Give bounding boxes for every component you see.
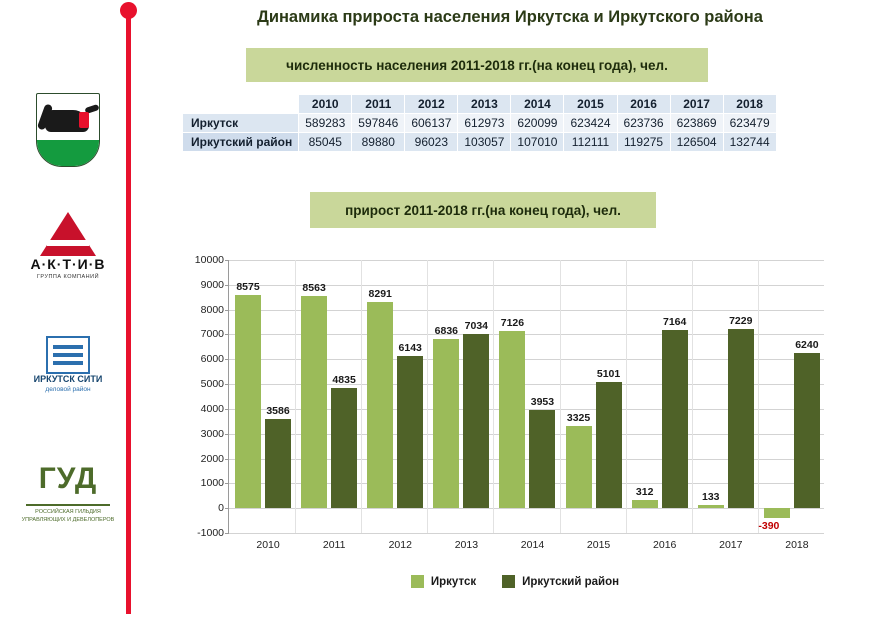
chart-value-label: 7126 [500,317,525,330]
chart-bar [596,382,622,509]
timeline-bar [126,6,131,614]
chart-bar [433,339,459,509]
table-cell: 119275 [617,133,670,152]
table-header-row [183,95,777,114]
chart-bar [463,334,489,509]
chart-bar [265,419,291,508]
chart-bar [698,505,724,508]
table-cell: 85045 [299,133,352,152]
irkutsk-city-logo-text: ИРКУТСК СИТИ [33,374,103,384]
x-axis-tick-label: 2016 [653,539,677,551]
chart-bar [566,426,592,509]
chart-bar-group [295,260,361,551]
triangle-icon [40,212,96,256]
chart-category-separator [626,260,627,533]
chart-bar [632,500,658,508]
chart-gridline [229,533,824,534]
chart-bar [662,330,688,508]
chart-value-label: 3325 [566,411,591,424]
chart-value-label: 5101 [596,367,621,380]
chart-value-label: 3953 [530,396,555,409]
table-cell: 623736 [617,114,670,133]
growth-chart [170,252,860,592]
table-cell: 623424 [564,114,617,133]
population-table [182,94,777,152]
chart-value-label: 133 [702,490,720,503]
logo-aktiv [18,202,118,302]
chart-category-separator [692,260,693,533]
table-cell: 623479 [723,114,776,133]
y-axis-tick-label: 8000 [200,303,224,316]
table-column-header: 2010 [299,95,352,114]
y-axis-tick [225,533,229,534]
logo-column [18,80,118,568]
chart-bar [235,295,261,508]
chart-bar [367,302,393,508]
chart-bar [764,508,790,518]
legend-label: Иркутск [430,575,477,588]
y-axis-tick-label: 1000 [200,477,224,490]
growth-banner: прирост 2011-2018 гг.(на конец года), чел. [310,192,656,228]
x-axis-tick-label: 2012 [388,539,412,551]
chart-value-label: 6240 [795,339,819,352]
table-column-header: 2015 [564,95,617,114]
y-axis-tick-label: 4000 [200,402,224,415]
y-axis-tick-label: 6000 [200,353,224,366]
table-column-header: 2014 [511,95,564,114]
table-row-header: Иркутский район [183,133,299,152]
triangle-stripe-icon [47,240,89,246]
chart-value-label: 6143 [398,341,422,354]
chart-category-separator [758,260,759,533]
table-column-header: 2017 [670,95,723,114]
divider [26,504,110,506]
table-corner-cell [183,95,299,114]
table-cell: 126504 [670,133,723,152]
page-title: Динамика прироста населения Иркутска и Иркутского района [257,8,763,26]
chart-bar [499,331,525,508]
chart-value-label: 8575 [236,281,260,294]
logo-gud [18,446,118,546]
wave-line-icon [53,353,83,357]
chart-value-label: 8291 [368,288,392,301]
table-cell: 107010 [511,133,564,152]
table-cell: 589283 [299,114,352,133]
x-axis-tick-label: 2011 [322,539,346,551]
chart-value-label: 4835 [332,374,356,387]
aktiv-logo-text: А·К·Т·И·В [30,256,106,272]
aktiv-logo-subtext: ГРУППА КОМПАНИЙ [36,274,100,280]
x-axis-tick-label: 2015 [586,539,611,551]
population-banner: численность населения 2011-2018 гг.(на конец года), чел. [246,48,708,82]
y-axis-tick-label: 7000 [200,328,224,341]
table-cell: 103057 [458,133,511,152]
chart-bar-group [427,260,493,551]
chart-bar-group [361,260,427,551]
table-cell: 612973 [458,114,511,133]
chart-bar-group [560,260,626,551]
chart-category-separator [560,260,561,533]
sable-icon [79,112,89,128]
chart-value-label: 7164 [662,316,687,329]
table-column-header: 2012 [405,95,458,114]
chart-bar-group [229,260,295,551]
chart-value-label: 7229 [729,314,753,327]
gud-logo-text: ГУД [38,462,98,495]
table-row [183,133,777,152]
table-row-header: Иркутск [183,114,299,133]
chart-value-label: 312 [635,486,654,499]
chart-value-label: 3586 [266,405,290,418]
chart-bar [529,410,555,508]
green-field-icon [37,140,99,166]
chart-category-separator [427,260,428,533]
x-axis-tick-label: 2018 [785,539,809,551]
x-axis-tick-label: 2014 [520,539,545,551]
chart-bar [331,388,357,508]
chart-value-label: 8563 [302,281,326,294]
table-cell: 623869 [670,114,723,133]
chart-category-separator [295,260,296,533]
table-column-header: 2018 [723,95,776,114]
y-axis-tick-label: 10000 [194,254,224,266]
y-axis-tick-label: 2000 [200,452,224,465]
chart-bar-group [626,260,692,551]
chart-bar [794,353,820,508]
chart-category-separator [361,260,362,533]
chart-legend [170,575,860,588]
chart-value-label: 6836 [434,324,459,337]
irkutsk-city-logo-subtext: деловой район [45,386,91,393]
table-cell: 112111 [564,133,617,152]
y-axis-tick-label: 3000 [200,427,224,440]
gud-logo-subtext: РОССИЙСКАЯ ГИЛЬДИЯ УПРАВЛЯЮЩИХ И ДЕВЕЛОПЕРОВ [21,509,115,523]
chart-value-label: 7034 [464,319,489,332]
y-axis-tick-label: -1000 [197,527,224,539]
legend-label: Иркутский район [522,575,620,588]
chart-category-separator [493,260,494,533]
table-cell: 620099 [511,114,564,133]
legend-swatch [502,575,515,588]
wave-line-icon [53,361,83,365]
logo-coat-of-arms-irkutsk [18,80,118,180]
chart-bar-group [493,260,559,551]
table-cell: 597846 [352,114,405,133]
chart-bar [301,296,327,509]
table-cell: 96023 [405,133,458,152]
chart-bar [397,356,423,508]
y-axis-tick-label: 0 [218,502,224,515]
x-axis-tick-label: 2013 [454,539,479,551]
legend-swatch [411,575,424,588]
table-cell: 606137 [405,114,458,133]
y-axis-tick-label: 5000 [200,378,224,391]
legend-item[interactable] [502,575,619,588]
x-axis-tick-label: 2017 [719,539,743,551]
chart-bar-group [692,260,758,551]
logo-irkutsk-city [18,324,118,424]
y-axis-tick-label: 9000 [200,278,224,291]
shield-icon [36,93,100,167]
chart-bar [728,329,754,508]
wave-line-icon [53,345,83,349]
timeline-dot [120,2,137,19]
x-axis-tick-label: 2010 [256,539,280,551]
table-cell: 89880 [352,133,405,152]
table-column-header: 2013 [458,95,511,114]
table-column-header: 2011 [352,95,405,114]
table-row [183,114,777,133]
chart-plot-area [194,254,824,551]
legend-item[interactable] [411,575,476,588]
chart-value-label: -390 [758,519,780,532]
table-column-header: 2016 [617,95,670,114]
chart-bar-group [758,260,824,551]
table-cell: 132744 [723,133,776,152]
